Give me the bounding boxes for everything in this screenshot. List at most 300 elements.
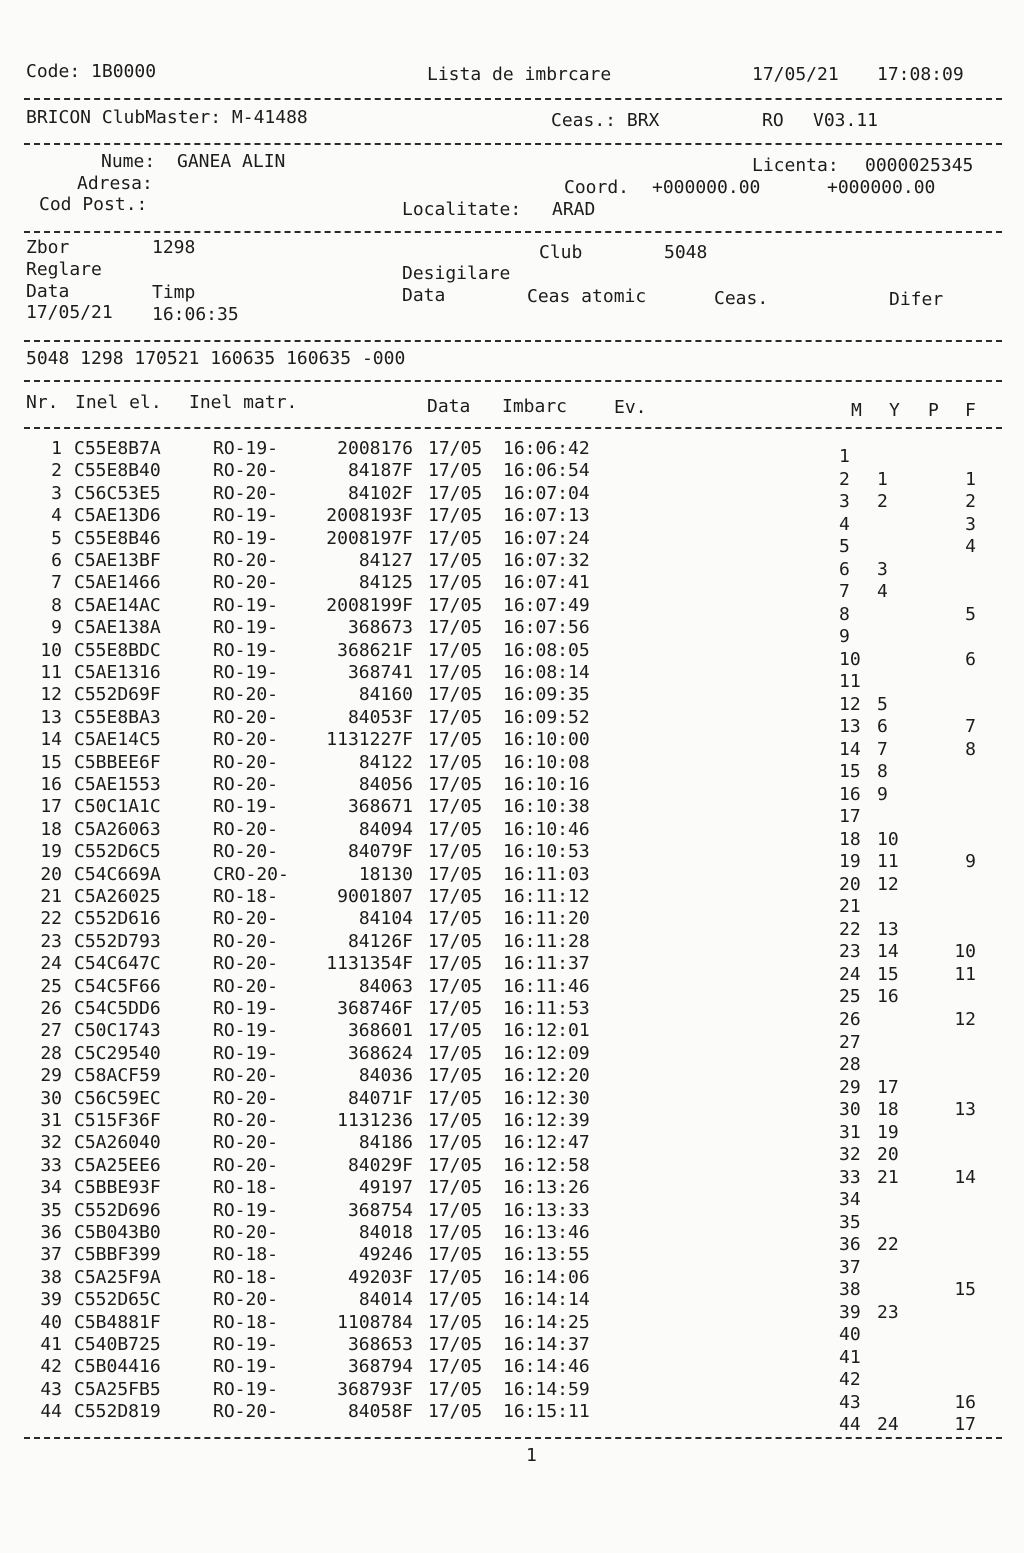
- cell-nr: 8: [51, 594, 62, 616]
- cell-date: 17/05: [428, 1311, 483, 1333]
- divider: [24, 98, 1002, 100]
- cell-inel-el: C5C29540: [74, 1042, 161, 1064]
- cell-ring-prefix: RO-20-: [213, 1401, 279, 1423]
- cell-date: 17/05: [428, 1087, 483, 1109]
- cell-time: 16:06:42: [503, 438, 590, 459]
- cell-y: 2: [877, 491, 888, 513]
- cell-ring-number: 84127: [358, 550, 413, 571]
- cell-ring-number: 84058F: [347, 1401, 413, 1423]
- cell-m: 19: [839, 851, 861, 873]
- cell-date: 17/05: [428, 1177, 483, 1199]
- cell-nr: 4: [51, 505, 62, 527]
- cell-y: 8: [877, 761, 888, 783]
- cell-f: 11: [954, 963, 976, 985]
- col-header-imbarc: Imbarc: [502, 396, 568, 417]
- cell-ring-number: 84014: [358, 1289, 413, 1311]
- divider: [24, 143, 1002, 145]
- cell-nr: 42: [40, 1356, 62, 1378]
- cell-nr: 18: [40, 818, 62, 840]
- cell-inel-el: C5AE14C5: [74, 729, 161, 751]
- country-code: RO: [762, 110, 784, 131]
- cell-time: 16:09:35: [503, 684, 590, 706]
- cell-date: 17/05: [428, 886, 483, 907]
- coord-label: Coord.: [564, 177, 630, 198]
- divider: [24, 340, 1002, 342]
- cell-inel-el: C55E8B7A: [74, 438, 161, 459]
- cell-ring-number: 84056: [358, 774, 413, 795]
- cell-m: 7: [839, 581, 850, 603]
- cell-inel-el: C552D793: [74, 930, 161, 952]
- code-label: Code: 1B0000: [26, 61, 157, 82]
- cell-inel-el: C56C59EC: [74, 1087, 161, 1109]
- cell-ring-number: 2008176: [337, 438, 413, 459]
- cell-nr: 26: [40, 998, 62, 1019]
- col-header-inel-el: Inel el.: [75, 392, 162, 413]
- col-header-m: M: [851, 400, 862, 421]
- zbor-value: 1298: [152, 237, 196, 258]
- cell-inel-el: C552D6C5: [74, 841, 161, 863]
- cell-inel-el: C552D65C: [74, 1289, 161, 1311]
- cell-m: 20: [839, 873, 861, 895]
- cell-ring-number: 84122: [358, 751, 413, 773]
- cell-ring-number: 18130: [358, 863, 413, 885]
- cell-inel-el: C54C647C: [74, 953, 161, 975]
- cell-inel-el: C552D616: [74, 908, 161, 930]
- cell-date: 17/05: [428, 482, 483, 504]
- cell-ring-number: 84071F: [347, 1087, 413, 1109]
- cell-ring-prefix: RO-19-: [213, 1378, 279, 1400]
- cell-date: 17/05: [428, 1222, 483, 1243]
- cell-f: 7: [965, 716, 976, 738]
- cell-inel-el: C5A26063: [74, 818, 161, 840]
- cell-date: 17/05: [428, 594, 483, 616]
- document-title: Lista de imbrcare: [427, 64, 612, 85]
- cell-ring-prefix: RO-19-: [213, 796, 279, 818]
- cell-ring-prefix: RO-20-: [213, 975, 279, 997]
- cell-inel-el: C55E8BA3: [74, 706, 161, 728]
- cell-m: 27: [839, 1031, 861, 1053]
- cell-f: 14: [954, 1166, 976, 1188]
- cell-inel-el: C515F36F: [74, 1110, 161, 1131]
- address-label: Adresa:: [77, 173, 153, 194]
- cell-m: 36: [839, 1234, 861, 1256]
- device-label: BRICON ClubMaster: M-41488: [26, 107, 308, 128]
- cell-date: 17/05: [428, 953, 483, 975]
- cell-m: 8: [839, 603, 850, 625]
- cell-time: 16:14:06: [503, 1266, 590, 1288]
- page-number: 1: [526, 1445, 537, 1466]
- coord-x: +000000.00: [652, 177, 761, 198]
- cell-m: 23: [839, 941, 861, 963]
- cell-m: 17: [839, 806, 861, 828]
- cell-ring-number: 1131354F: [326, 953, 413, 975]
- cell-date: 17/05: [428, 706, 483, 728]
- cell-time: 16:14:37: [503, 1334, 590, 1355]
- cell-f: 17: [954, 1414, 976, 1436]
- cell-inel-el: C54C5DD6: [74, 998, 161, 1019]
- cell-ring-prefix: RO-20-: [213, 482, 279, 504]
- cell-nr: 15: [40, 751, 62, 773]
- cell-inel-el: C56C53E5: [74, 482, 161, 504]
- cell-ring-number: 84102F: [347, 482, 413, 504]
- cell-ring-prefix: RO-20-: [213, 818, 279, 840]
- cell-inel-el: C54C669A: [74, 863, 161, 885]
- cell-nr: 27: [40, 1020, 62, 1042]
- cell-inel-el: C5BBE93F: [74, 1177, 161, 1199]
- cell-time: 16:10:16: [503, 774, 590, 795]
- cell-time: 16:07:13: [503, 505, 590, 527]
- cell-date: 17/05: [428, 1132, 483, 1154]
- cell-ring-prefix: RO-20-: [213, 908, 279, 930]
- cell-nr: 30: [40, 1087, 62, 1109]
- cell-ring-prefix: RO-20-: [213, 953, 279, 975]
- cell-time: 16:10:00: [503, 729, 590, 751]
- cell-time: 16:11:20: [503, 908, 590, 930]
- difer-label: Difer: [889, 289, 944, 310]
- cell-inel-el: C552D696: [74, 1199, 161, 1221]
- cell-nr: 22: [40, 908, 62, 930]
- cell-date: 17/05: [428, 639, 483, 661]
- cell-date: 17/05: [428, 1110, 483, 1131]
- cell-m: 25: [839, 986, 861, 1008]
- cell-ring-number: 1131236: [337, 1110, 413, 1131]
- club-value: 5048: [664, 242, 708, 263]
- cell-ring-prefix: RO-20-: [213, 684, 279, 706]
- cell-nr: 32: [40, 1132, 62, 1154]
- cell-ring-prefix: RO-18-: [213, 1177, 279, 1199]
- cell-ring-prefix: RO-19-: [213, 639, 279, 661]
- cell-ring-prefix: RO-20-: [213, 841, 279, 863]
- cell-inel-el: C54C5F66: [74, 975, 161, 997]
- cell-ring-prefix: RO-20-: [213, 1110, 279, 1131]
- cell-nr: 35: [40, 1199, 62, 1221]
- cell-inel-el: C5AE1553: [74, 774, 161, 795]
- cell-ring-prefix: RO-20-: [213, 1289, 279, 1311]
- cell-ring-number: 2008193F: [326, 505, 413, 527]
- cell-date: 17/05: [428, 751, 483, 773]
- col-header-inel-matr: Inel matr.: [189, 392, 298, 413]
- flight-code-line: 5048 1298 170521 160635 160635 -000: [26, 348, 406, 369]
- cell-inel-el: C5AE1316: [74, 662, 161, 683]
- cell-m: 16: [839, 783, 861, 805]
- cell-m: 30: [839, 1099, 861, 1121]
- locality-value: ARAD: [552, 199, 596, 220]
- cell-nr: 1: [51, 438, 62, 459]
- cell-m: 3: [839, 491, 850, 513]
- cell-ring-number: 84160: [358, 684, 413, 706]
- cell-date: 17/05: [428, 841, 483, 863]
- cell-time: 16:10:08: [503, 751, 590, 773]
- cell-nr: 20: [40, 863, 62, 885]
- cell-f: 2: [965, 491, 976, 513]
- cell-time: 16:13:33: [503, 1199, 590, 1221]
- cell-time: 16:07:32: [503, 550, 590, 571]
- cell-nr: 21: [40, 886, 62, 907]
- cell-nr: 5: [51, 527, 62, 549]
- cell-ring-number: 368754: [347, 1199, 413, 1221]
- ceas-label: Ceas.: [714, 288, 769, 309]
- cell-f: 8: [965, 738, 976, 760]
- cell-date: 17/05: [428, 1244, 483, 1266]
- cell-ring-number: 2008199F: [326, 594, 413, 616]
- cell-date: 17/05: [428, 1356, 483, 1378]
- cell-date: 17/05: [428, 1266, 483, 1288]
- cell-m: 32: [839, 1144, 861, 1166]
- cell-m: 39: [839, 1301, 861, 1323]
- cell-ring-prefix: RO-18-: [213, 1266, 279, 1288]
- divider: [24, 231, 1002, 233]
- cell-nr: 14: [40, 729, 62, 751]
- cell-date: 17/05: [428, 550, 483, 571]
- cell-y: 7: [877, 738, 888, 760]
- cell-ring-prefix: RO-20-: [213, 1087, 279, 1109]
- cell-inel-el: C5AE13D6: [74, 505, 161, 527]
- cell-nr: 7: [51, 572, 62, 594]
- cell-y: 13: [877, 918, 899, 940]
- cell-ring-prefix: RO-20-: [213, 572, 279, 594]
- col-header-p: P: [928, 400, 939, 421]
- cell-ring-prefix: RO-18-: [213, 886, 279, 907]
- cell-y: 16: [877, 986, 899, 1008]
- cell-date: 17/05: [428, 1378, 483, 1400]
- cell-nr: 37: [40, 1244, 62, 1266]
- locality-label: Localitate:: [402, 199, 522, 220]
- cell-f: 1: [965, 468, 976, 490]
- cell-date: 17/05: [428, 908, 483, 930]
- cell-m: 42: [839, 1369, 861, 1391]
- cell-date: 17/05: [428, 1020, 483, 1042]
- cell-ring-prefix: RO-20-: [213, 1154, 279, 1176]
- cell-ring-prefix: RO-19-: [213, 998, 279, 1019]
- cell-f: 6: [965, 648, 976, 670]
- cell-ring-number: 49203F: [347, 1266, 413, 1288]
- cell-m: 44: [839, 1414, 861, 1436]
- cell-date: 17/05: [428, 1401, 483, 1423]
- cell-inel-el: C55E8BDC: [74, 639, 161, 661]
- cell-nr: 31: [40, 1110, 62, 1131]
- cell-m: 43: [839, 1391, 861, 1413]
- cell-inel-el: C5A26025: [74, 886, 161, 907]
- cell-nr: 34: [40, 1177, 62, 1199]
- cell-nr: 25: [40, 975, 62, 997]
- cell-ring-number: 368793F: [337, 1378, 413, 1400]
- cell-ring-number: 84079F: [347, 841, 413, 863]
- cell-time: 16:11:37: [503, 953, 590, 975]
- cell-y: 12: [877, 873, 899, 895]
- cell-ring-number: 1131227F: [326, 729, 413, 751]
- cell-nr: 33: [40, 1154, 62, 1176]
- cell-time: 16:08:14: [503, 662, 590, 683]
- cell-m: 21: [839, 896, 861, 918]
- cell-ring-number: 368746F: [337, 998, 413, 1019]
- data2-label: Data: [402, 285, 446, 306]
- cell-ring-prefix: RO-19-: [213, 438, 279, 459]
- cell-date: 17/05: [428, 684, 483, 706]
- cell-m: 24: [839, 963, 861, 985]
- cell-inel-el: C5AE1466: [74, 572, 161, 594]
- cell-inel-el: C5B04416: [74, 1356, 161, 1378]
- cell-ring-number: 368794: [347, 1356, 413, 1378]
- cell-nr: 13: [40, 706, 62, 728]
- col-header-ev: Ev.: [614, 397, 647, 418]
- cell-inel-el: C58ACF59: [74, 1065, 161, 1087]
- cell-time: 16:07:24: [503, 527, 590, 549]
- cell-ring-prefix: RO-19-: [213, 1020, 279, 1042]
- cell-time: 16:11:46: [503, 975, 590, 997]
- cell-ring-prefix: RO-19-: [213, 1356, 279, 1378]
- cell-nr: 2: [51, 460, 62, 482]
- cell-ring-number: 368601: [347, 1020, 413, 1042]
- cell-f: 3: [965, 513, 976, 535]
- desigilare-label: Desigilare: [402, 263, 511, 284]
- cell-time: 16:15:11: [503, 1401, 590, 1423]
- cell-y: 4: [877, 581, 888, 603]
- cell-ring-prefix: RO-20-: [213, 930, 279, 952]
- col-header-y: Y: [889, 400, 900, 421]
- cell-time: 16:10:46: [503, 818, 590, 840]
- cell-nr: 28: [40, 1042, 62, 1064]
- cell-y: 14: [877, 941, 899, 963]
- cell-m: 26: [839, 1009, 861, 1030]
- cell-ring-number: 368673: [347, 617, 413, 639]
- cell-time: 16:13:55: [503, 1244, 590, 1266]
- cell-m: 33: [839, 1166, 861, 1188]
- cell-inel-el: C5A26040: [74, 1132, 161, 1154]
- cell-f: 15: [954, 1279, 976, 1301]
- cell-ring-number: 368671: [347, 796, 413, 818]
- cell-date: 17/05: [428, 617, 483, 639]
- cell-nr: 24: [40, 953, 62, 975]
- cell-inel-el: C5A25EE6: [74, 1154, 161, 1176]
- cell-y: 24: [877, 1414, 899, 1436]
- cell-ring-prefix: RO-18-: [213, 1311, 279, 1333]
- cell-date: 17/05: [428, 662, 483, 683]
- cell-time: 16:07:41: [503, 572, 590, 594]
- cell-ring-prefix: RO-20-: [213, 1132, 279, 1154]
- cell-nr: 16: [40, 774, 62, 795]
- cell-y: 6: [877, 716, 888, 738]
- cell-inel-el: C5AE14AC: [74, 594, 161, 616]
- cell-ring-number: 84126F: [347, 930, 413, 952]
- cell-inel-el: C5A25F9A: [74, 1266, 161, 1288]
- cell-ring-prefix: RO-19-: [213, 1199, 279, 1221]
- cell-y: 21: [877, 1166, 899, 1188]
- cell-m: 6: [839, 558, 850, 580]
- cell-ring-number: 49246: [358, 1244, 413, 1266]
- cell-date: 17/05: [428, 975, 483, 997]
- cell-nr: 40: [40, 1311, 62, 1333]
- cell-time: 16:12:39: [503, 1110, 590, 1131]
- cell-nr: 29: [40, 1065, 62, 1087]
- cell-time: 16:14:14: [503, 1289, 590, 1311]
- cell-nr: 6: [51, 550, 62, 571]
- cell-m: 40: [839, 1324, 861, 1346]
- cell-inel-el: C55E8B46: [74, 527, 161, 549]
- cell-date: 17/05: [428, 1334, 483, 1355]
- cell-date: 17/05: [428, 998, 483, 1019]
- cell-y: 19: [877, 1121, 899, 1143]
- cell-inel-el: C552D819: [74, 1401, 161, 1423]
- cell-f: 13: [954, 1099, 976, 1121]
- cell-time: 16:12:58: [503, 1154, 590, 1176]
- cell-ring-prefix: RO-20-: [213, 751, 279, 773]
- cell-inel-el: C5B4881F: [74, 1311, 161, 1333]
- cell-ring-prefix: RO-20-: [213, 550, 279, 571]
- cell-ring-prefix: RO-20-: [213, 1065, 279, 1087]
- cell-nr: 3: [51, 482, 62, 504]
- cell-time: 16:07:49: [503, 594, 590, 616]
- clock-label: Ceas.: BRX: [551, 110, 660, 131]
- cell-ring-number: 49197: [358, 1177, 413, 1199]
- cell-ring-number: 9001807: [337, 886, 413, 907]
- cell-date: 17/05: [428, 460, 483, 482]
- cell-nr: 17: [40, 796, 62, 818]
- cell-m: 14: [839, 738, 861, 760]
- cell-m: 29: [839, 1076, 861, 1098]
- cell-ring-number: 84094: [358, 818, 413, 840]
- version-label: V03.11: [813, 110, 879, 131]
- cell-ring-prefix: RO-20-: [213, 1222, 279, 1243]
- cell-time: 16:12:01: [503, 1020, 590, 1042]
- cell-ring-prefix: RO-20-: [213, 706, 279, 728]
- cell-m: 13: [839, 716, 861, 738]
- cell-f: 10: [954, 941, 976, 963]
- cell-ring-prefix: RO-20-: [213, 460, 279, 482]
- cell-m: 41: [839, 1346, 861, 1368]
- timp-label: Timp: [152, 282, 196, 303]
- club-label: Club: [539, 242, 583, 263]
- license-label: Licenta:: [752, 155, 839, 176]
- cell-f: 12: [954, 1009, 976, 1030]
- cell-time: 16:11:53: [503, 998, 590, 1019]
- cell-time: 16:14:59: [503, 1378, 590, 1400]
- cell-date: 17/05: [428, 818, 483, 840]
- cell-date: 17/05: [428, 1154, 483, 1176]
- cell-time: 16:07:04: [503, 482, 590, 504]
- print-date: 17/05/21: [752, 64, 839, 85]
- cell-m: 11: [839, 671, 861, 693]
- cell-date: 17/05: [428, 1199, 483, 1221]
- cell-y: 15: [877, 963, 899, 985]
- cell-inel-el: C5BBF399: [74, 1244, 161, 1266]
- reglare-time: 16:06:35: [152, 304, 239, 325]
- cell-ring-number: 2008197F: [326, 527, 413, 549]
- cell-nr: 11: [40, 662, 62, 683]
- divider: [24, 427, 1002, 429]
- cell-time: 16:12:30: [503, 1087, 590, 1109]
- cell-time: 16:07:56: [503, 617, 590, 639]
- cell-m: 4: [839, 513, 850, 535]
- cell-y: 11: [877, 851, 899, 873]
- cell-time: 16:12:09: [503, 1042, 590, 1064]
- cell-y: 5: [877, 693, 888, 715]
- cell-time: 16:06:54: [503, 460, 590, 482]
- cell-m: 9: [839, 626, 850, 648]
- coord-y: +000000.00: [827, 177, 936, 198]
- name-value: GANEA ALIN: [177, 151, 286, 172]
- cell-y: 18: [877, 1099, 899, 1121]
- cell-nr: 23: [40, 930, 62, 952]
- cell-ring-number: 368741: [347, 662, 413, 683]
- cell-y: 1: [877, 468, 888, 490]
- cell-time: 16:10:53: [503, 841, 590, 863]
- cell-m: 10: [839, 648, 861, 670]
- cell-f: 5: [965, 603, 976, 625]
- zbor-label: Zbor: [26, 237, 70, 258]
- cell-date: 17/05: [428, 572, 483, 594]
- cell-nr: 41: [40, 1334, 62, 1355]
- cell-nr: 44: [40, 1401, 62, 1423]
